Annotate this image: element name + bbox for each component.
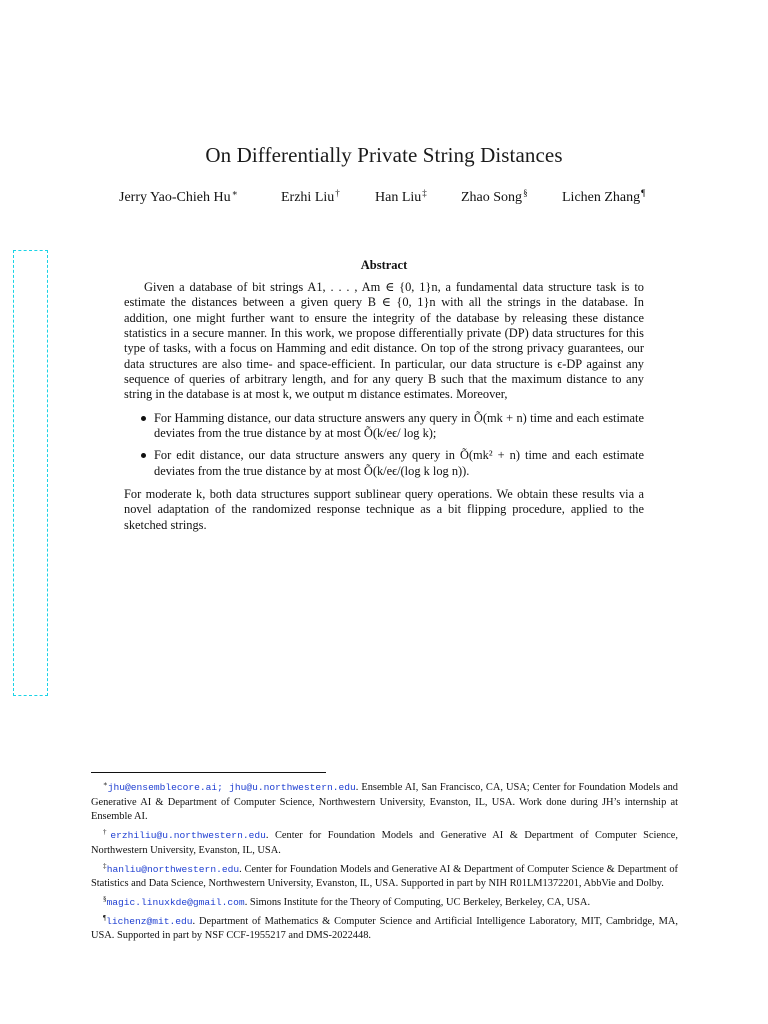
- author-han-liu: [375, 188, 427, 206]
- footnote-text: . Center for Foundation Models and Generative AI & Department of Computer Science, Northwestern University, Evanston, IL, USA.: [91, 830, 678, 856]
- author-name: Erzhi Liu: [281, 190, 335, 205]
- footnote-text: . Simons Institute for the Theory of Computing, UC Berkeley, Berkeley, CA, USA.: [244, 896, 591, 908]
- author-mark: §: [523, 188, 528, 198]
- author-mark: ∗: [231, 188, 238, 198]
- author-mark: †: [335, 188, 340, 198]
- footnote-4: [91, 892, 678, 911]
- footnote-2: [91, 825, 678, 858]
- abstract-paragraph-2: For moderate k, both data structures support sublinear query operations. We obtain these results via a novel adaptation of the randomized response technique as a bit flipping procedure, applied to the sketched strings.: [124, 487, 644, 532]
- bullet-text: For Hamming distance, our data structure answers any query in Õ(mk + n) time and each estimate deviates from the true distance by at most Õ(k/eϵ/ log k);: [154, 410, 644, 441]
- footnote-text: . Ensemble AI, San Francisco, CA, USA; Center for Foundation Models and Generative AI & Department of Computer Science, Northwestern University, Evanston, IL, USA. Work done during JH’s internship at Ensemble AI.: [91, 782, 679, 823]
- footnotes: [91, 777, 678, 944]
- bullet-dot-icon: [141, 453, 146, 458]
- footnote-1: [91, 777, 678, 825]
- bullet-hamming: [124, 411, 644, 442]
- bullet-text: For edit distance, our data structure answers any query in Õ(mk² + n) time and each estimate deviates from the true distance by at most Õ(k/eϵ/(log k log n)).: [154, 448, 644, 478]
- author-lichen-zhang: [562, 188, 645, 206]
- email-link[interactable]: magic.linuxkde@gmail.com: [106, 896, 245, 908]
- author-hu: [119, 188, 238, 206]
- footnote-mark: ¶: [103, 913, 107, 922]
- paper-title: On Differentially Private String Distances: [205, 143, 563, 167]
- bullet-dot-icon: [141, 416, 146, 421]
- author-name: Jerry Yao-Chieh Hu: [119, 190, 231, 205]
- email-link[interactable]: erzhiliu@u.northwestern.edu: [110, 830, 266, 842]
- footnote-mark: ‡: [103, 861, 107, 870]
- footnote-rule: [91, 772, 326, 773]
- footnote-text: . Center for Foundation Models and Generative AI & Department of Computer Science & Department of Statistics and Data Science, Northwestern University, Evanston, IL, USA. Supported in part by NIH R01LM1372201, AbbVie and Dolby.: [91, 863, 679, 890]
- author-mark: ¶: [641, 188, 646, 198]
- footnote-mark: ∗: [103, 780, 108, 788]
- footnote-mark: †: [103, 828, 111, 837]
- footnote-text: . Department of Mathematics & Computer Science and Artificial Intelligence Laboratory, MIT, Cambridge, MA, USA. Supported in part by NSF CCF-1955217 and DMS-2022448.: [91, 915, 678, 942]
- abstract-paragraph-1: Given a database of bit strings A1, . . . , Am ∈ {0, 1}n, a fundamental data structure task is to estimate the distances between a given query B ∈ {0, 1}n with all the strings in the database. In addition, one might further want to ensure the integrity of the database by releasing these distance statistics in a secure manner. In this work, we propose differentially private (DP) data structures for this type of tasks, with a focus on Hamming and edit distance. On top of the strong privacy guarantees, our data structures are also time- and space-efficient. In particular, our data structure is ϵ-DP against any sequence of queries of arbitrary length, and for any query B such that the maximum distance to any string in the database is at most k, we output m distance estimates. Moreover,: [124, 280, 644, 402]
- author-zhao-song: [461, 188, 528, 206]
- author-name: Zhao Song: [461, 190, 523, 205]
- bullet-edit: [124, 448, 644, 479]
- email-link[interactable]: hanliu@northwestern.edu: [106, 863, 240, 875]
- footnote-5: [91, 911, 678, 944]
- email-link[interactable]: jhu@ensemblecore.ai; jhu@u.northwestern.edu: [107, 782, 356, 793]
- footnote-3: [91, 859, 678, 892]
- abstract-heading: Abstract: [360, 258, 408, 272]
- author-mark: ‡: [422, 188, 427, 198]
- footnote-mark: §: [103, 894, 107, 903]
- abstract-body: [124, 280, 644, 533]
- link-highlight-box[interactable]: [13, 250, 48, 696]
- author-name: Han Liu: [375, 190, 422, 205]
- email-link[interactable]: lichenz@mit.edu: [106, 915, 193, 927]
- author-erzhi-liu: [281, 188, 340, 206]
- abstract-bullet-list: [124, 411, 644, 479]
- author-name: Lichen Zhang: [562, 190, 641, 205]
